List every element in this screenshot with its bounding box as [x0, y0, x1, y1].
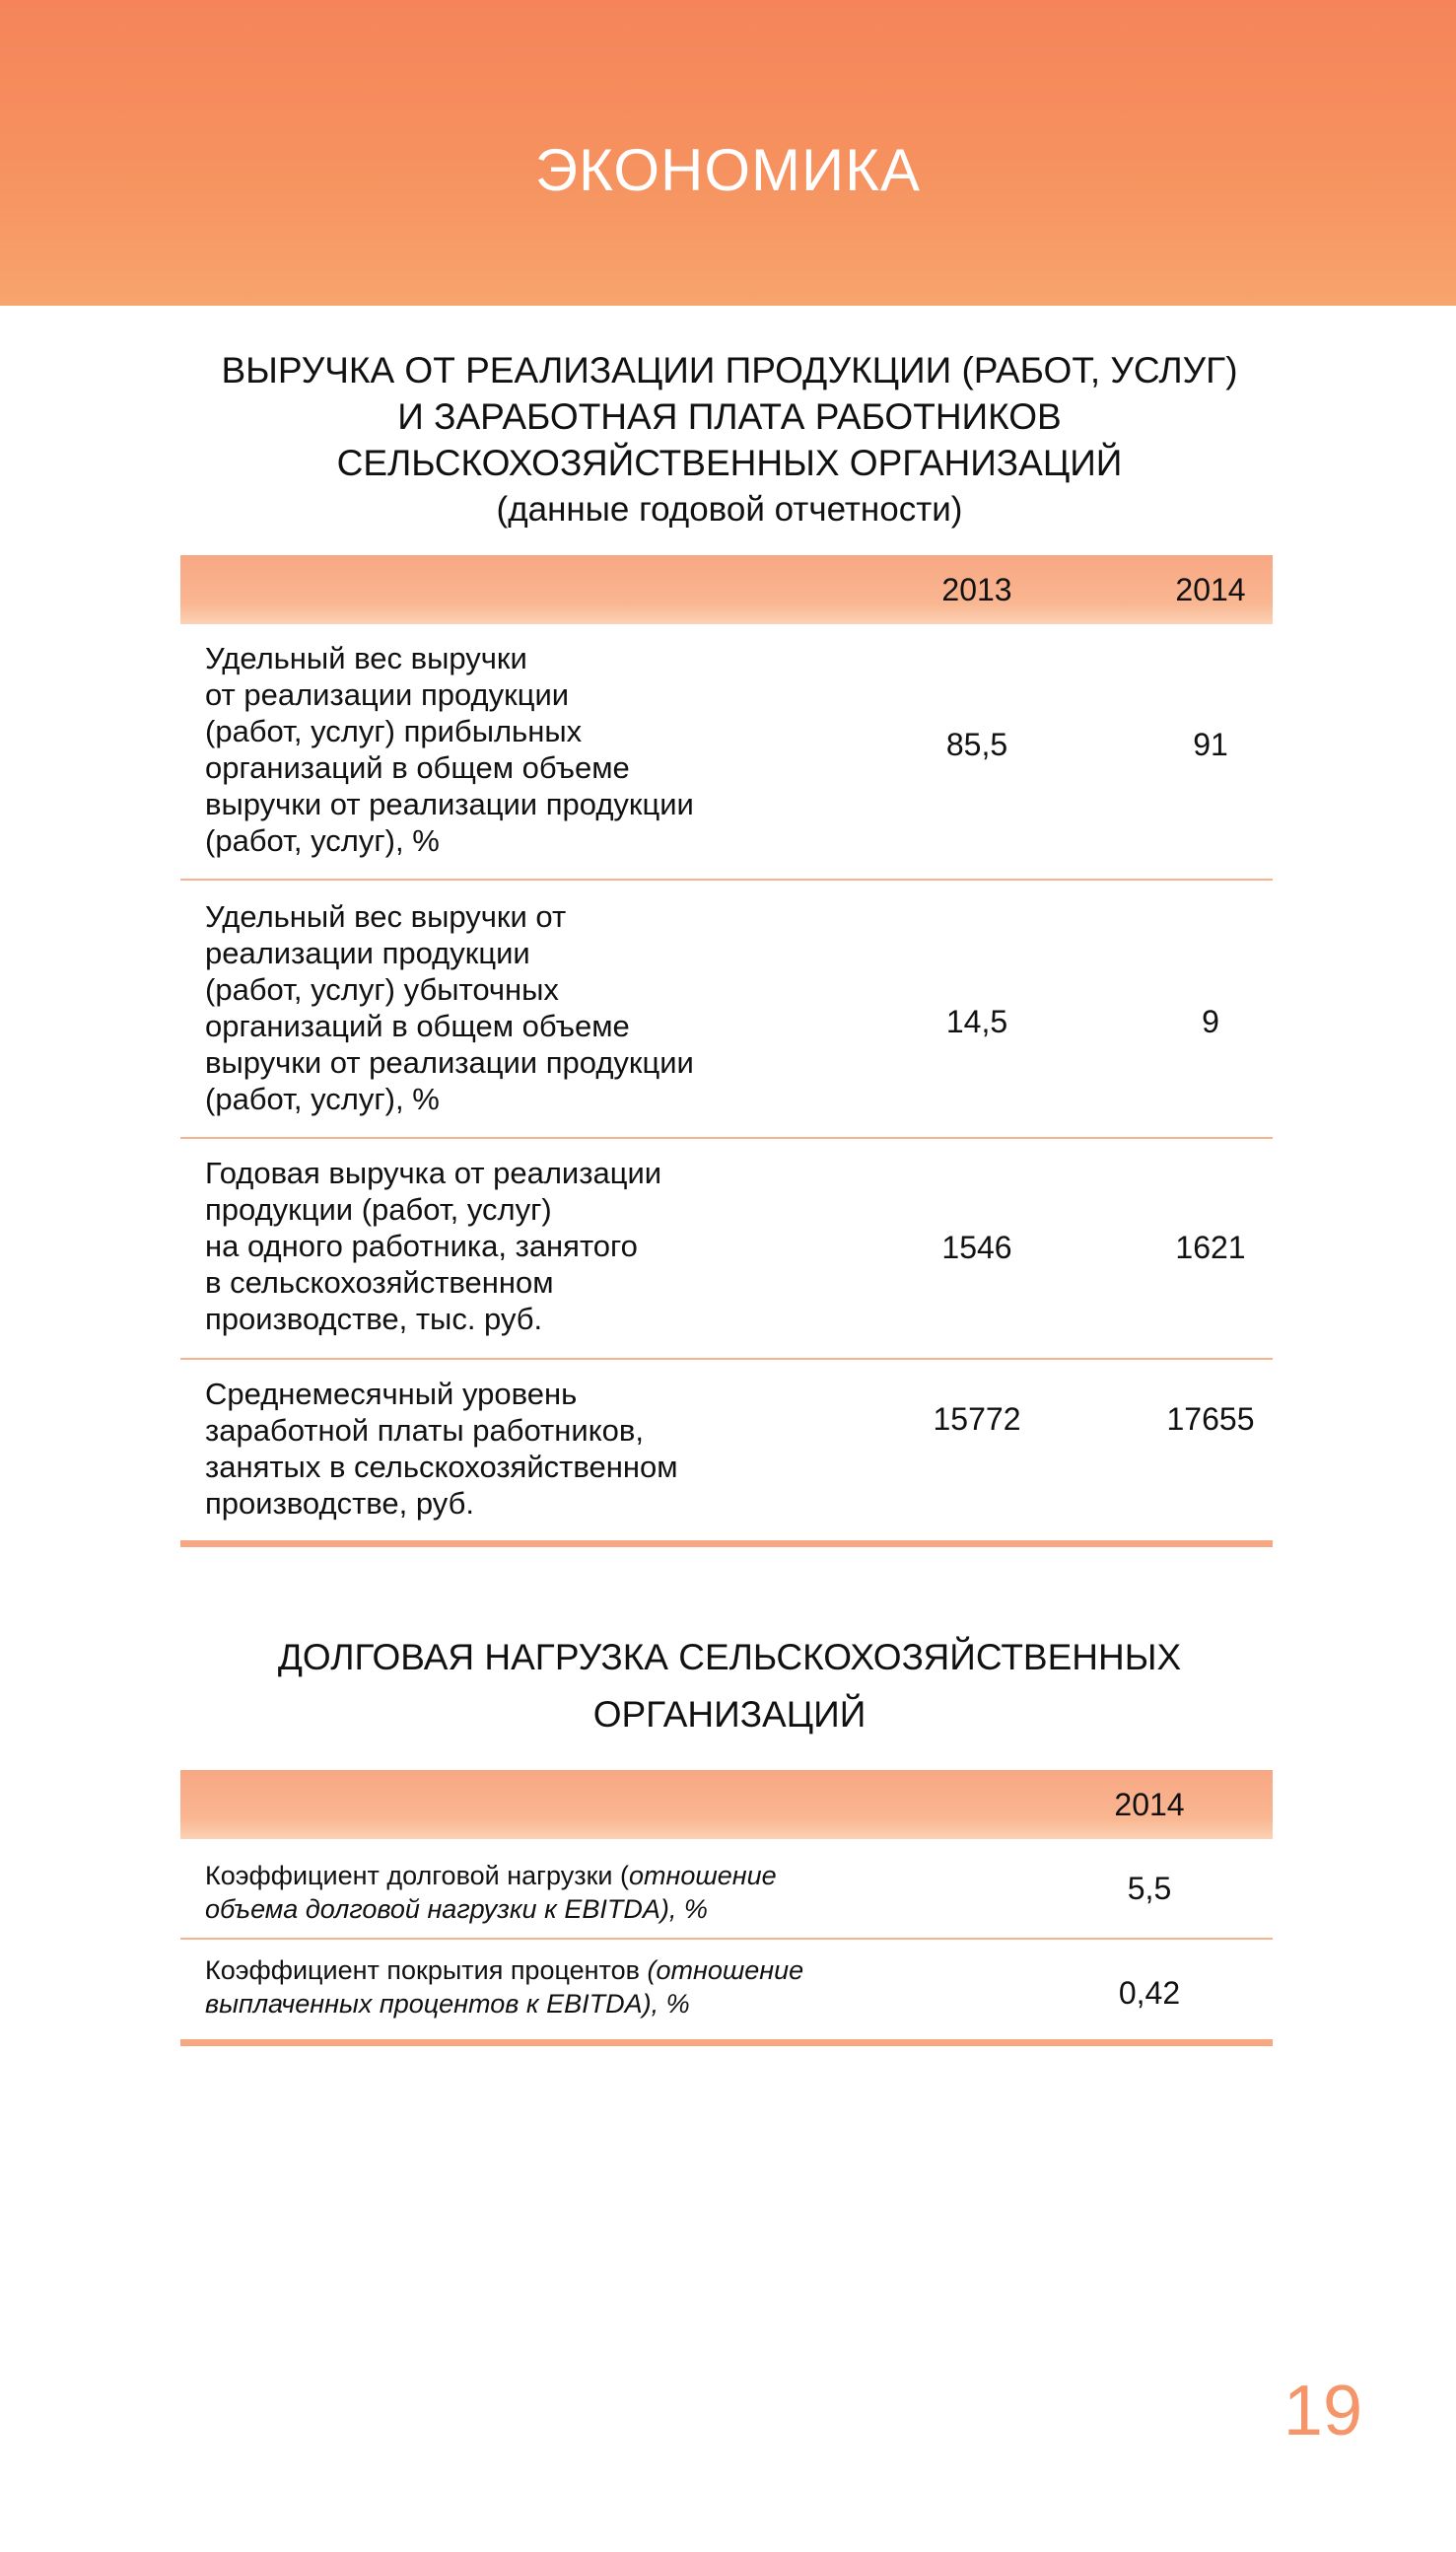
section1-title-line: И ЗАРАБОТНАЯ ПЛАТА РАБОТНИКОВ	[397, 396, 1062, 437]
table-row	[180, 1940, 1273, 2046]
column-header-2013: 2013	[941, 572, 1012, 607]
section2-title	[148, 1629, 1311, 1743]
row-label: Среднемесячный уровень заработной платы работников, занятых в сельскохозяйственном производстве, руб.	[205, 1377, 678, 1521]
row-label-plain: Коэффициент покрытия процентов	[205, 1955, 648, 1985]
row-label-italic: отношение объема долговой нагрузки к EBITDA), %	[205, 1861, 777, 1924]
revenue-table	[180, 555, 1273, 1547]
row-label	[205, 1859, 915, 1926]
table-row	[180, 624, 1273, 881]
value-2014: 9	[1202, 1004, 1219, 1039]
page-title: ЭКОНОМИКА	[534, 137, 922, 203]
row-label	[205, 1953, 915, 2020]
value-2014: 5,5	[1127, 1871, 1172, 1906]
section1-title-line: ВЫРУЧКА ОТ РЕАЛИЗАЦИИ ПРОДУКЦИИ (РАБОТ, УСЛУГ)	[221, 350, 1238, 390]
value-2013: 15772	[933, 1401, 1021, 1437]
page-number: 19	[1283, 2372, 1362, 2450]
section2-title-line: ОРГАНИЗАЦИЙ	[592, 1694, 867, 1735]
column-header-2014: 2014	[1114, 1787, 1185, 1822]
value-2013: 85,5	[945, 727, 1008, 762]
value-2013: 1546	[941, 1230, 1012, 1265]
column-header-2014: 2014	[1175, 572, 1246, 607]
value-2014: 91	[1193, 727, 1228, 762]
section1-title	[148, 347, 1311, 532]
table-row	[180, 1839, 1273, 1940]
section2-title-line: ДОЛГОВАЯ НАГРУЗКА СЕЛЬСКОХОЗЯЙСТВЕННЫХ	[277, 1637, 1182, 1677]
row-label: Удельный вес выручки от реализации продукции (работ, услуг) прибыльных организаций в общем объеме выручки от реализации продукции (работ, услуг), %	[205, 641, 694, 858]
value-2013: 14,5	[945, 1004, 1008, 1039]
section1-subtitle: (данные годовой отчетности)	[496, 490, 963, 529]
section1-title-line: СЕЛЬСКОХОЗЯЙСТВЕННЫХ ОРГАНИЗАЦИЙ	[336, 443, 1123, 483]
row-label: Удельный вес выручки от реализации продукции (работ, услуг) убыточных организаций в общем объеме выручки от реализации продукции (работ, услуг), %	[205, 899, 694, 1116]
debt-table	[180, 1770, 1273, 2046]
row-label-plain: Коэффициент долговой нагрузки (	[205, 1861, 629, 1890]
table-row	[180, 1139, 1273, 1360]
row-label: Годовая выручка от реализации продукции (работ, услуг) на одного работника, занятого в сельскохозяйственном производстве, тыс. руб.	[205, 1156, 662, 1336]
table-row	[180, 881, 1273, 1139]
table-row	[180, 1360, 1273, 1547]
value-2014: 0,42	[1118, 1975, 1181, 2011]
header-band	[0, 0, 1456, 306]
table-header	[180, 555, 1273, 624]
row-label-italic: (отношение выплаченных процентов к EBITDA), %	[205, 1955, 804, 2019]
value-2014: 17655	[1166, 1401, 1255, 1437]
value-2014: 1621	[1175, 1230, 1246, 1265]
table-header	[180, 1770, 1273, 1839]
